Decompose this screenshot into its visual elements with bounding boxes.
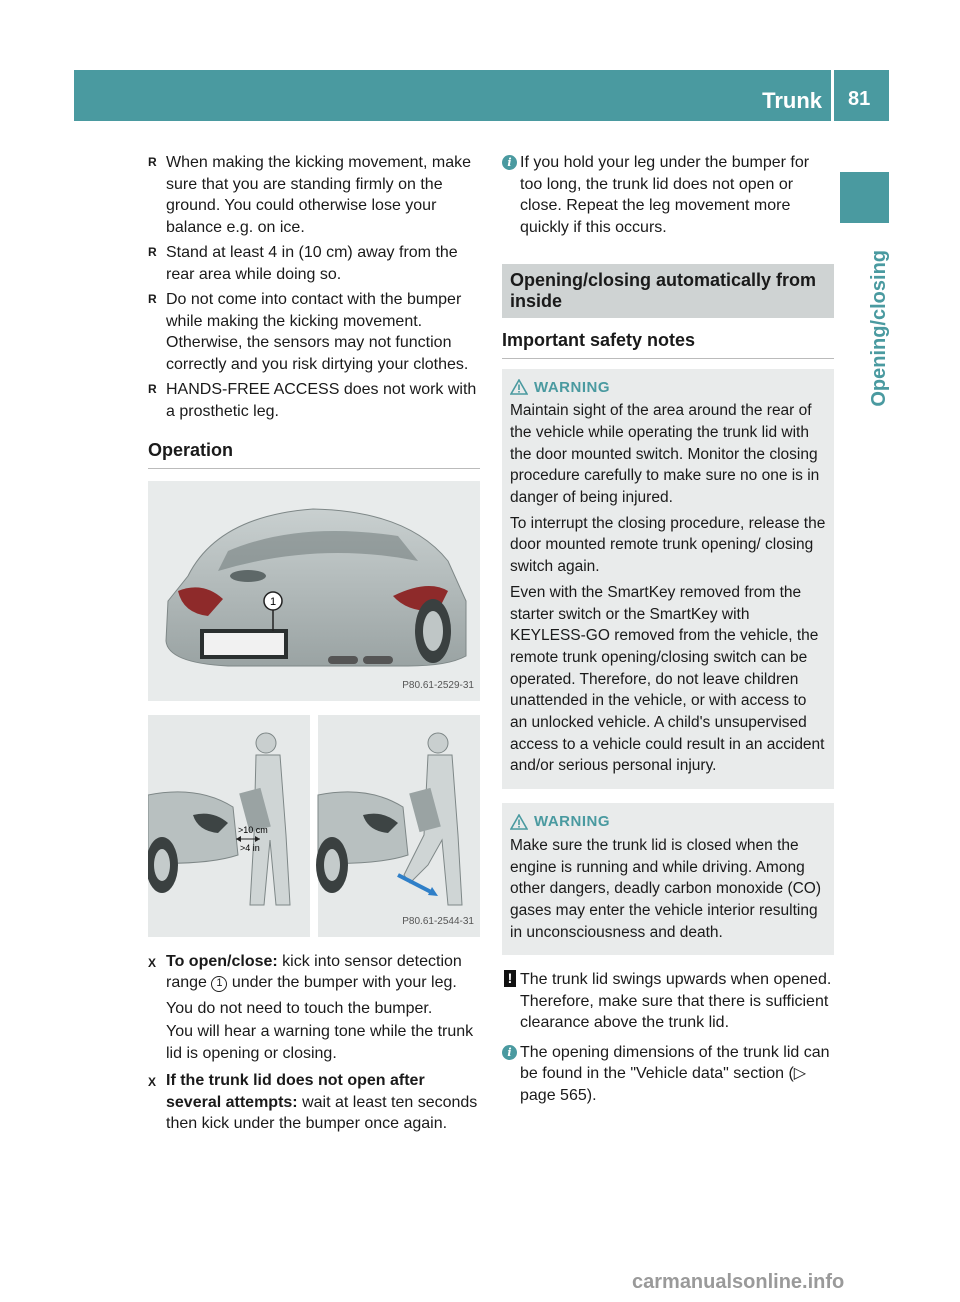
bullet-item: R Stand at least 4 in (10 cm) away from the rear area while doing so.	[148, 244, 458, 283]
header-separator	[831, 70, 834, 121]
warning-box	[502, 369, 834, 790]
watermark: carmanualsonline.info	[632, 1271, 845, 1293]
warning-paragraph: To interrupt the closing procedure, release the door mounted remote trunk opening/ closing switch again.	[510, 514, 826, 576]
right-column	[502, 152, 834, 1114]
bullet-marker-icon: R	[148, 245, 157, 259]
left-column	[148, 152, 480, 1138]
warning-paragraph: Even with the SmartKey removed from the starter switch or the SmartKey with KEYLESS-GO removed from the vehicle, the remote trunk opening/closing switch can be operated. Therefore, do not leave children unattended in the vehicle, or with access to an unlocked vehicle. A child's unsupervised access to a vehicle could result in an accident and/or serious personal injury.	[510, 583, 825, 775]
figure-kick-motion	[148, 715, 480, 937]
svg-text:1: 1	[269, 595, 277, 608]
side-tab-block	[840, 172, 889, 223]
bullet-item: R When making the kicking movement, make sure that you are standing firmly on the ground. You could otherwise lose your balance e.g. on ice.	[148, 154, 472, 236]
side-chapter-label: Opening/closing	[868, 250, 890, 407]
page-number: 81	[848, 88, 871, 110]
warning-triangle-icon	[510, 814, 528, 830]
step-paragraph: You will hear a warning tone while the trunk lid is opening or closing.	[166, 1023, 474, 1062]
bullet-marker-icon: R	[148, 382, 157, 396]
instruction-step: X If the trunk lid does not open after several attempts: wait at least ten seconds then kick under the bumper once again.	[148, 1072, 478, 1132]
kick-motion-illustration	[148, 715, 480, 937]
section-heading: Opening/closing automatically from inside	[502, 264, 834, 318]
safety-heading: Important safety notes	[502, 330, 834, 359]
bullet-marker-icon: R	[148, 292, 157, 306]
step-arrow-icon: X	[148, 955, 157, 970]
info-note: i The opening dimensions of the trunk lid can be found in the "Vehicle data" section (▷ page 565).	[502, 1042, 834, 1107]
section-title: Trunk	[762, 88, 822, 113]
instruction-step: X To open/close: kick into sensor detection range 1 under the bumper with your leg. You do not need to touch the bumper. You will hear a warning tone while the trunk lid is opening or closing.	[148, 951, 480, 1065]
step-arrow-icon: X	[148, 1075, 157, 1089]
bullet-item: R HANDS-FREE ACCESS does not work with a prosthetic leg.	[148, 381, 477, 420]
figure-code: P80.61-2544-31	[402, 916, 474, 927]
distance-cm-label: >10 cm	[238, 824, 268, 835]
warning-paragraph: Maintain sight of the area around the rear of the vehicle while operating the trunk lid with the door mounted switch. Monitor the closing procedure carefully to make sure no one is in danger of being injured.	[510, 402, 820, 507]
bullet-item: R Do not come into contact with the bumper while making the kicking movement. Otherwise, the sensors may not function correctly and you risk dirtying your clothes.	[148, 291, 469, 373]
warning-box	[502, 803, 834, 955]
info-note: i If you hold your leg under the bumper for too long, the trunk lid does not open or close. Repeat the leg movement more quickly if this occurs.	[502, 152, 834, 238]
warning-triangle-icon	[510, 379, 528, 395]
warning-label: WARNING	[534, 378, 610, 396]
info-icon: i	[502, 155, 517, 170]
notice-note: ! The trunk lid swings upwards when opened. Therefore, make sure that there is sufficient clearance above the trunk lid.	[502, 969, 834, 1034]
figure-car-rear	[148, 481, 480, 701]
warning-label: WARNING	[534, 813, 610, 831]
operation-heading: Operation	[148, 440, 480, 469]
warning-paragraph: Make sure the trunk lid is closed when the engine is running and while driving. Among other dangers, deadly carbon monoxide (CO) gases may enter the vehicle interior resulting in unconsciousness and death.	[510, 836, 822, 941]
step-paragraph: You do not need to touch the bumper.	[166, 999, 433, 1017]
callout-number: 1	[211, 976, 227, 992]
exclamation-icon: !	[504, 970, 516, 987]
info-icon: i	[502, 1045, 517, 1060]
bullet-marker-icon: R	[148, 155, 157, 169]
car-rear-illustration	[148, 481, 480, 701]
figure-code: P80.61-2529-31	[402, 680, 474, 691]
distance-in-label: >4 in	[240, 842, 260, 853]
